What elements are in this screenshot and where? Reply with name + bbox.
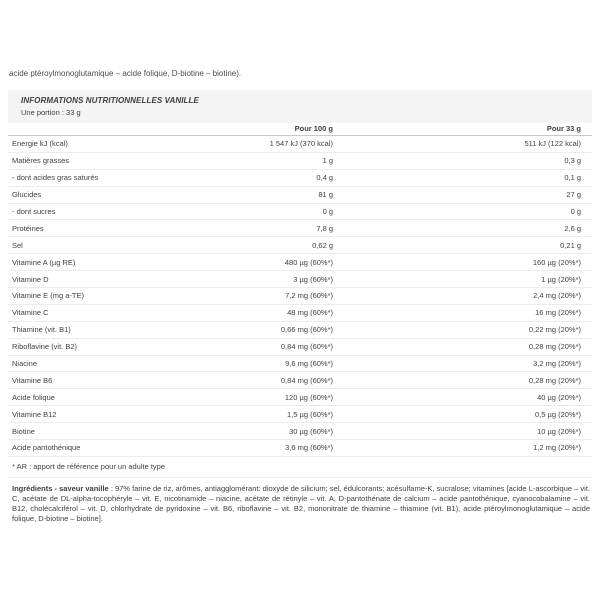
table-row [8,254,592,271]
row-value-33g: 10 µg (20%*) [537,426,581,436]
table-row [8,406,592,423]
table-row [8,372,592,389]
table-row [8,305,592,322]
row-label: Energie kJ (kcal) [12,139,68,149]
row-value-33g: 0,22 mg (20%*) [528,325,581,335]
row-value-100g: 0,66 mg (60%*) [280,325,333,335]
table-row [8,440,592,457]
table-row [8,339,592,356]
row-value-33g: 40 µg (20%*) [537,392,581,402]
row-value-100g: 0,4 g [316,173,333,183]
row-value-33g: 1,2 mg (20%*) [533,443,581,453]
row-value-33g: 160 µg (20%*) [532,257,581,267]
row-value-100g: 48 mg (60%*) [287,308,333,318]
row-label: Vitamine E (mg a-TE) [12,291,84,301]
row-label: - dont acides gras saturés [12,173,99,183]
row-value-100g: 0,62 g [312,240,333,250]
table-row [8,288,592,305]
nutrition-header [8,90,592,123]
column-header-per-33g: Pour 33 g [546,124,581,133]
row-value-33g: 0,21 g [560,240,581,250]
row-value-33g: 16 mg (20%*) [535,308,581,318]
row-label: Protéines [12,223,44,233]
row-value-33g: 2,4 mg (20%*) [533,291,581,301]
row-value-100g: 0,84 mg (60%*) [280,342,333,352]
row-value-100g: 0,84 mg (60%*) [280,375,333,385]
row-label: - dont sucres [12,207,56,216]
row-value-100g: 3 µg (60%*) [293,274,333,284]
row-value-33g: 0,1 g [564,173,581,183]
row-label: Riboflavine (vit. B2) [12,342,78,352]
row-value-33g: 0,28 mg (20%*) [528,342,581,352]
table-row [8,389,592,406]
row-value-33g: 0 g [570,207,581,216]
row-value-33g: 511 kJ (122 kcal) [524,139,581,149]
row-value-33g: 2,6 g [564,223,581,233]
row-value-33g: 0,28 mg (20%*) [528,375,581,385]
row-label: Matières grasses [12,156,70,166]
table-header-row [8,124,592,136]
row-value-33g: 1 µg (20%*) [541,274,581,284]
row-label: Vitamine B6 [12,375,53,385]
row-value-100g: 1 g [322,156,333,166]
table-row [8,220,592,237]
ingredients-paragraph [8,478,592,524]
row-value-33g: 27 g [566,190,581,200]
nutrition-table [8,124,592,524]
row-value-100g: 480 µg (60%*) [284,257,333,267]
row-value-100g: 9,6 mg (60%*) [285,359,333,369]
row-value-100g: 3,6 mg (60%*) [285,443,333,453]
row-label: Vitamine C [12,308,49,318]
portion-size: Une portion : 33 g [21,108,81,117]
row-value-100g: 120 µg (60%*) [284,392,333,402]
ar-footnote: * AR : apport de référence pour un adulte type [8,457,592,478]
row-label: Niacine [12,359,38,369]
row-label: Thiamine (vit. B1) [12,325,71,335]
table-row [8,423,592,440]
table-row [8,170,592,187]
row-value-100g: 7,8 g [316,223,333,233]
row-value-100g: 1,5 µg (60%*) [286,409,333,419]
column-header-per-100g: Pour 100 g [294,124,333,133]
row-value-100g: 81 g [318,190,333,200]
row-label: Vitamine D [12,274,49,284]
row-value-33g: 0,5 µg (20%*) [534,409,581,419]
row-label: Vitamine B12 [12,409,57,419]
table-row [8,356,592,373]
table-row [8,187,592,204]
ingredients-lead: Ingrédients - saveur vanille [12,483,109,493]
table-row [8,271,592,288]
row-label: Acide pantothénique [12,443,81,453]
row-value-100g: 30 µg (60%*) [289,426,333,436]
row-label: Glucides [12,190,42,200]
row-label: Vitamine A (µg RE) [12,257,76,267]
row-value-100g: 1 547 kJ (370 kcal) [269,139,333,149]
table-row [8,204,592,221]
row-value-100g: 7,2 mg (60%*) [285,291,333,301]
clipped-text: acide ptéroylmonoglutamique – acide folique, D-biotine – biotine). [9,69,242,78]
row-label: Sel [12,240,23,250]
clipped-text-line [9,69,593,80]
table-row [8,322,592,339]
nutrition-title: INFORMATIONS NUTRITIONNELLES VANILLE [21,96,199,105]
row-value-100g: 0 g [322,207,333,216]
row-value-33g: 3,2 mg (20%*) [533,359,581,369]
table-row [8,136,592,153]
row-label: Biotine [12,426,35,436]
table-row [8,153,592,170]
row-value-33g: 0,3 g [564,156,581,166]
table-row [8,237,592,254]
ingredients-text: : 97% farine de riz, arômes, antiagglomérant: dioxyde de silicium; sel, édulcorants: acésulfame-K, sucralose; vitamines [acide L-ascorbique – vit. C, acétate de DL-alpha-tocophéryle – vit. E, nicotinamide – niacine, acétate de rétinyle – vit. A, D-pantothénate de calcium – acide pantothénique, cyanocobalamine – vit. B12, cholécalciférol – vit. D, chlorhydrate de pyridoxine – vit. B6, riboflavine – vit. B2, mononitrate de thiamine – thiamine (vit. B1), acide ptéroylmonoglutamique – acide folique, D-biotine – biotine]. [12,483,590,523]
row-label: Acide folique [12,392,55,402]
